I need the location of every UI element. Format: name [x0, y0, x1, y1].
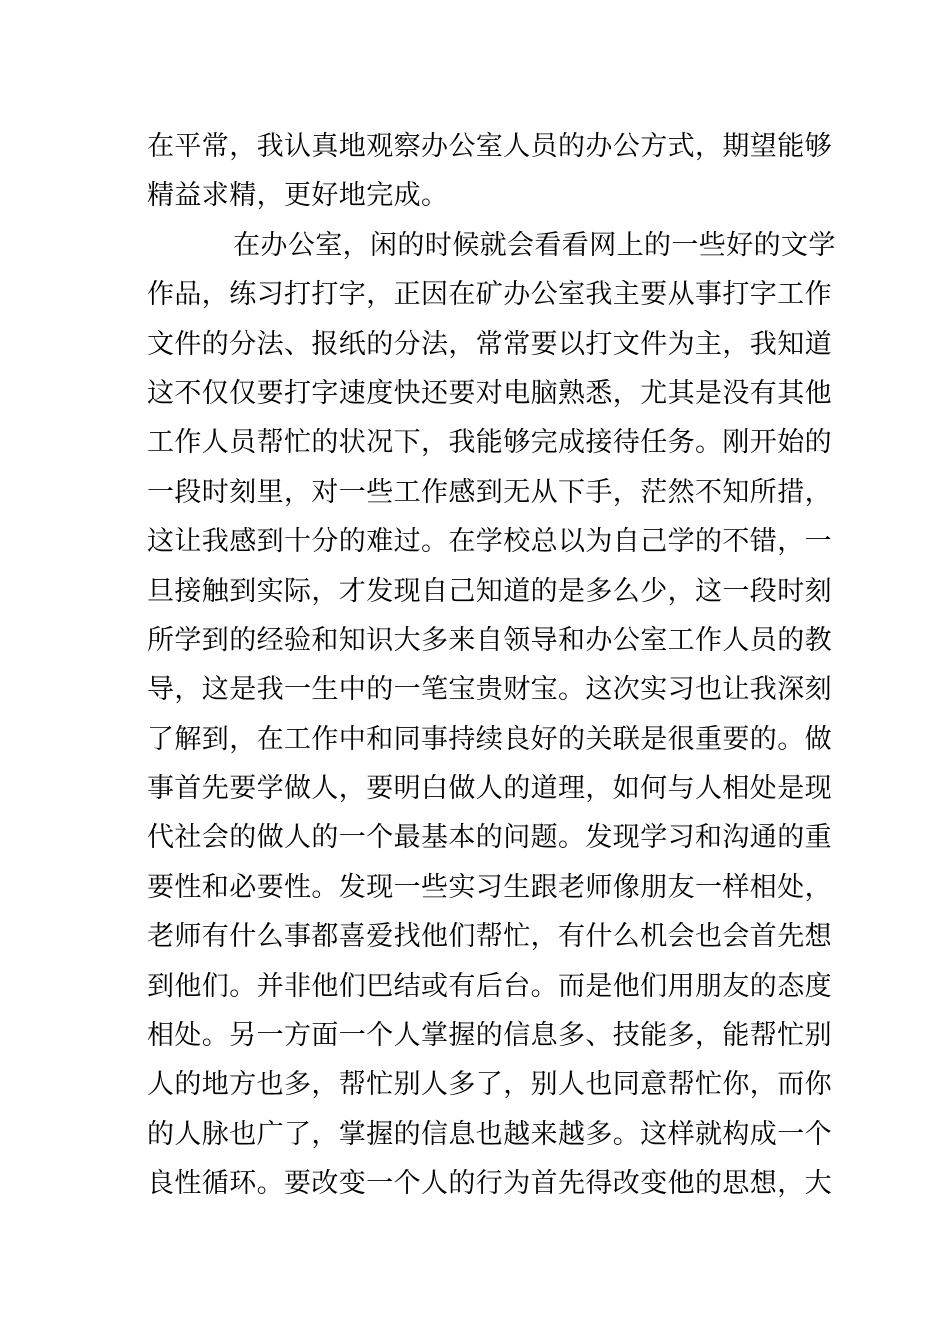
text-line: 旦接触到实际，才发现自己知道的是多么少，这一段时刻 [147, 575, 832, 607]
text-line: 良性循环。要改变一个人的行为首先得改变他的思想，大 [147, 1168, 832, 1200]
text-line: 代社会的做人的一个最基本的问题。发现学习和沟通的重 [147, 822, 832, 854]
text-line: 这不仅仅要打字速度快还要对电脑熟悉，尤其是没有其他 [147, 377, 832, 409]
text-line: 到他们。并非他们巴结或有后台。而是他们用朋友的态度 [147, 970, 832, 1002]
text-line: 精益求精，更好地完成。 [147, 180, 449, 212]
text-line: 一段时刻里，对一些工作感到无从下手，茫然不知所措， [147, 476, 832, 508]
text-line: 的人脉也广了，掌握的信息也越来越多。这样就构成一个 [147, 1118, 832, 1150]
text-line: 在平常，我认真地观察办公室人员的办公方式，期望能够 [147, 131, 832, 162]
text-line: 作品，练习打打字，正因在矿办公室我主要从事打字工作 [147, 279, 832, 311]
text-line: 人的地方也多，帮忙别人多了，别人也同意帮忙你，而你 [147, 1069, 832, 1101]
text-line: 相处。另一方面一个人掌握的信息多、技能多，能帮忙别 [147, 1020, 832, 1052]
text-line: 事首先要学做人，要明白做人的道理，如何与人相处是现 [147, 773, 832, 805]
text-line: 文件的分法、报纸的分法，常常要以打文件为主，我知道 [147, 328, 832, 360]
text-line: 工作人员帮忙的状况下，我能够完成接待任务。刚开始的 [147, 427, 832, 459]
text-line: 老师有什么事都喜爱找他们帮忙，有什么机会也会首先想 [147, 921, 832, 953]
body-text [147, 122, 836, 1209]
text-line: 这让我感到十分的难过。在学校总以为自己学的不错，一 [147, 526, 832, 558]
paragraph-start-line: 在办公室，闲的时候就会看看网上的一些好的文学 [233, 229, 836, 261]
text-line: 要性和必要性。发现一些实习生跟老师像朋友一样相处， [147, 871, 832, 903]
text-line: 所学到的经验和知识大多来自领导和办公室工作人员的教 [147, 624, 832, 656]
text-line: 导，这是我一生中的一笔宝贵财宝。这次实习也让我深刻 [147, 674, 832, 706]
text-line: 了解到，在工作中和同事持续良好的关联是很重要的。做 [147, 723, 832, 755]
